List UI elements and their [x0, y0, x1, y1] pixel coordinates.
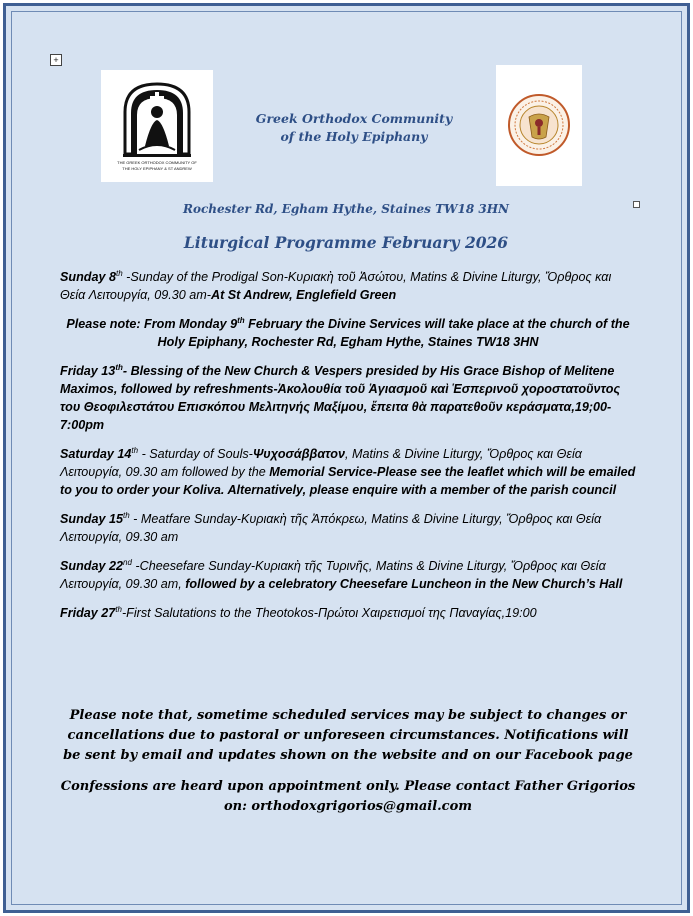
entry-sunday-15 — [60, 510, 636, 546]
entry-day: Sunday 22 — [60, 559, 123, 573]
church-move-notice — [60, 315, 636, 351]
entry-day: Sunday 15 — [60, 512, 123, 526]
entry-luncheon-note: followed by a celebratory Cheesefare Luncheon in the New Church’s Hall — [185, 577, 623, 591]
programme-title: Liturgical Programme February 2026 — [183, 233, 509, 252]
entry-text: - Saturday of Souls- — [138, 447, 253, 461]
logo-caption-line2: THE HOLY EPIPHANY & ST ANDREW — [122, 166, 192, 171]
entry-bold-term: Ψυχοσάββατον — [252, 447, 345, 461]
community-logo — [101, 70, 213, 182]
entry-day: Friday 27 — [60, 606, 116, 620]
entry-friday-13 — [60, 362, 636, 434]
page-frame — [3, 3, 690, 913]
entry-text: -Cheesefare Sunday-Κυριακὴ τῆς Τυρινῆς, Matins & Divine Liturgy, Ὄρθρος και Θεία Λειτουργία, 09.30 am, — [60, 559, 606, 591]
entry-text: - Meatfare Sunday-Κυριακὴ τῆς Ἀπόκρεω, Matins & Divine Liturgy, Ὄρθρος και Θεία Λειτουργία, 09.30 am — [60, 512, 602, 544]
entry-saturday-14 — [60, 445, 636, 499]
entry-ordinal: nd — [123, 558, 132, 567]
confessions-notice: Confessions are heard upon appointment only. Please contact Father Grigorios on: orthodoxgrigorios@gmail.com — [60, 779, 636, 814]
organization-name — [226, 110, 482, 146]
entry-ordinal: th — [115, 605, 122, 614]
notice-text-a: Please note: From Monday 9 — [66, 317, 238, 331]
entry-day: Sunday 8 — [60, 270, 116, 284]
entry-friday-27 — [60, 604, 636, 622]
entry-ordinal: th — [123, 511, 130, 520]
notice-text-b: February the Divine Services will take place at the church of the Holy Epiphany, Rochester Rd, Egham Hythe, Staines TW18 3HN — [157, 317, 630, 349]
entry-ordinal: th — [115, 363, 123, 372]
entry-memorial-note: Memorial Service-Please see the leaflet which will be emailed to you to order your Koliva. Alternatively, please enquire with a member of the parish council — [60, 465, 636, 497]
address-line: Rochester Rd, Egham Hythe, Staines TW18 3HN — [182, 202, 510, 216]
entry-text: -First Salutations to the Theotokos-Πρώτοι Χαιρετισμοί της Παναγίας,19:00 — [121, 606, 537, 620]
logo-caption-line1: THE GREEK ORTHODOX COMMUNITY OF — [117, 160, 197, 165]
entry-ordinal: th — [116, 269, 123, 278]
footer-notes — [60, 706, 636, 828]
entry-sunday-8 — [60, 268, 636, 304]
entry-ordinal: th — [131, 446, 139, 455]
programme-list — [60, 268, 636, 633]
schedule-change-notice: Please note that, sometime scheduled services may be subject to changes or cancellations due to pastoral or unforeseen circumstances. Notifications will be sent by email and updates shown on the website and on our Facebook page — [63, 708, 633, 763]
entry-location: At St Andrew, Englefield Green — [210, 288, 397, 302]
entry-day: Saturday 14 — [60, 447, 132, 461]
table-move-handle-icon[interactable]: + — [50, 54, 62, 66]
org-name-line2: of the Holy Epiphany — [280, 129, 428, 144]
entry-day: Friday 13 — [60, 364, 116, 378]
entry-text: -Sunday of the Prodigal Son-Κυριακὴ τοῦ Ἀσώτου, Matins & Divine Liturgy, Ὄρθρος και Θεία Λειτουργία, 09.30 am- — [60, 270, 612, 302]
org-name-line1: Greek Orthodox Community — [255, 111, 453, 126]
entry-text: - Blessing of the New Church & Vespers presided by His Grace Bishop of Melitene Maximos, followed by refreshments-Ἀκολουθία τοῦ Ἁγιασμοῦ καὶ Ἑσπερινοῦ χοροστατοῦντος του Θεοφιλεστάτου Επισκόπου Μελιτηνής Μαξίμου, ἔπειτα θὰ παρατεθοῦν κεράσματα,19;00-7:00pm — [60, 364, 621, 432]
entry-sunday-22 — [60, 557, 636, 593]
image-resize-handle-icon[interactable] — [633, 201, 640, 208]
church-seal-logo — [496, 65, 582, 186]
notice-ordinal: th — [237, 316, 245, 325]
entry-text-2: , Matins & Divine Liturgy, Ὄρθρος και Θεία Λειτουργία, 09.30 am followed by the — [60, 447, 582, 479]
